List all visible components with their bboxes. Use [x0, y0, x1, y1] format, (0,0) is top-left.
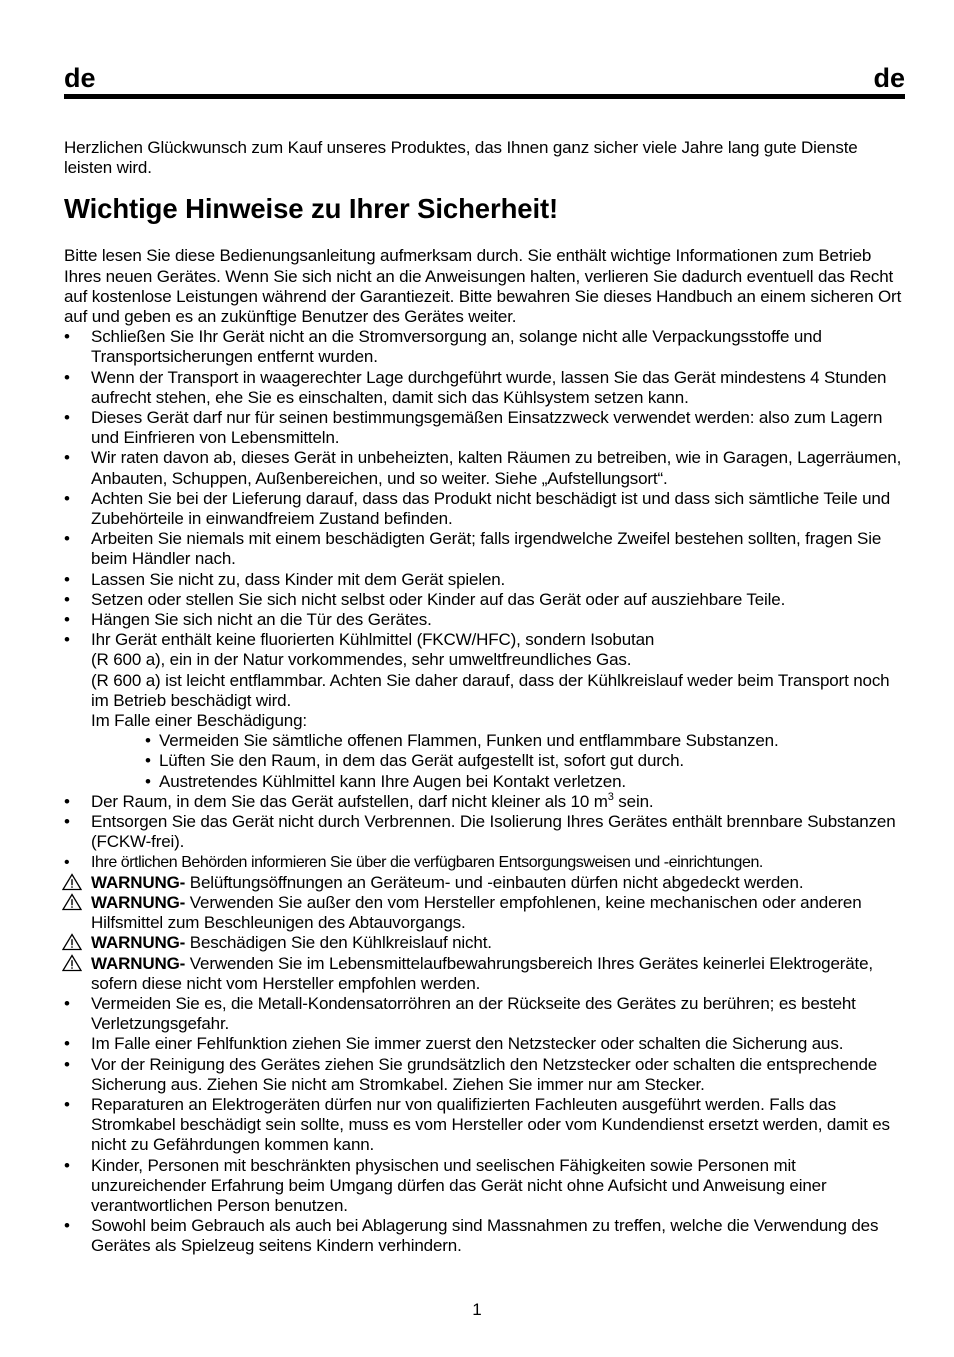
damage-sublist	[64, 731, 907, 792]
list-item-text: Dieses Gerät darf nur für seinen bestimmungsgemäßen Einsatzzweck verwendet werden: also zum Lagern und Einfrieren von Lebensmitteln.	[91, 408, 883, 448]
warning-item	[64, 933, 907, 953]
page-title: Wichtige Hinweise zu Ihrer Sicherheit!	[64, 193, 559, 225]
list-item	[64, 448, 907, 488]
sub-item-text: Lüften Sie den Raum, in dem das Gerät aufgestellt ist, sofort gut durch.	[159, 751, 684, 771]
list-item-text: Hängen Sie sich nicht an die Tür des Gerätes.	[91, 610, 432, 630]
bullet-marker: •	[64, 448, 70, 468]
safety-list-continued	[64, 792, 907, 1257]
bullet-marker: •	[145, 731, 151, 751]
list-item	[64, 853, 907, 873]
page-number: 1	[472, 1300, 482, 1319]
list-item-text: Lassen Sie nicht zu, dass Kinder mit dem Gerät spielen.	[91, 569, 506, 589]
refrigerant-line: Ihr Gerät enthält keine fluorierten Kühlmittel (FKCW/HFC), sondern Isobutan	[91, 630, 655, 650]
list-item-text: Kinder, Personen mit beschränkten physischen und seelischen Fähigkeiten sowie Personen mit unzureichender Erfahrung beim Umgang dürfen das Gerät nicht ohne Aufsicht und Anweisung einer verantwortlichen Person benutzen.	[91, 1155, 827, 1215]
sub-item	[145, 731, 907, 751]
bullet-marker: •	[145, 751, 151, 771]
warning-text: Verwenden Sie im Lebensmittelaufbewahrungsbereich Ihres Gerätes keinerlei Elektrogeräte, sofern diese nicht vom Hersteller empfohlen werden.	[91, 953, 874, 993]
list-item	[64, 812, 907, 852]
sub-item	[145, 751, 907, 771]
sub-item	[145, 772, 907, 792]
bullet-marker: •	[64, 488, 70, 508]
bullet-marker: •	[64, 589, 70, 609]
bullet-marker: •	[64, 529, 70, 549]
safety-list	[64, 327, 907, 731]
list-item	[64, 327, 907, 367]
warning-label: WARNUNG-	[91, 892, 186, 912]
superscript: 3	[607, 790, 614, 803]
bullet-marker: •	[64, 1216, 70, 1236]
bullet-marker: •	[64, 791, 70, 811]
list-item	[64, 570, 907, 590]
room-size-tail: sein.	[613, 791, 654, 811]
list-item-text: Vor der Reinigung des Gerätes ziehen Sie grundsätzlich den Netzstecker oder schalten die entsprechende Sicherung aus. Ziehen Sie nicht am Stromkabel. Ziehen Sie immer nur am Stecker.	[91, 1054, 878, 1094]
list-item	[64, 1156, 907, 1217]
list-item-text: Setzen oder stellen Sie sich nicht selbst oder Kinder auf das Gerät oder auf ausziehbare Teile.	[91, 589, 786, 609]
warning-label: WARNUNG-	[91, 933, 186, 953]
warning-triangle-icon	[62, 954, 86, 975]
bullet-marker: •	[64, 1034, 70, 1054]
warning-text: Verwenden Sie außer den vom Hersteller empfohlenen, keine mechanischen oder anderen Hilfsmittel zum Beschleunigen des Abtauvorgangs.	[91, 892, 862, 933]
list-item-text: Sowohl beim Gebrauch als auch bei Ablagerung sind Massnahmen zu treffen, welche die Verwendung des Gerätes als Spielzeug seitens Kindern verhindern.	[91, 1216, 879, 1256]
list-item	[64, 1055, 907, 1095]
warning-triangle-icon	[62, 873, 86, 894]
list-item	[64, 994, 907, 1034]
bullet-marker: •	[64, 630, 70, 650]
warning-text: Belüftungsöffnungen an Geräteum- und -einbauten dürfen nicht abgedeckt werden.	[189, 872, 804, 892]
list-item-text: Wir raten davon ab, dieses Gerät in unbeheizten, kalten Räumen zu betreiben, wie in Garagen, Lagerräumen, Anbauten, Schuppen, Außenbereichen, und so weiter. Siehe „Aufstellungsort“.	[91, 448, 902, 488]
list-item-text: Wenn der Transport in waagerechter Lage durchgeführt wurde, lassen Sie das Gerät mindestens 4 Stunden aufrecht stehen, ehe Sie es einschalten, damit sich das Kühlsystem setzen kann.	[91, 367, 887, 407]
sub-item-text: Austretendes Kühlmittel kann Ihre Augen bei Kontakt verletzen.	[159, 771, 626, 791]
bullet-marker: •	[64, 610, 70, 630]
bullet-marker: •	[64, 327, 70, 347]
intro-paragraph: Herzlichen Glückwunsch zum Kauf unseres Produktes, das Ihnen ganz sicher viele Jahre lang gute Dienste leisten wird.	[64, 138, 858, 178]
warning-text: Beschädigen Sie den Kühlkreislauf nicht.	[189, 933, 492, 953]
list-item-text: Arbeiten Sie niemals mit einem beschädigten Gerät; falls irgendwelche Zweifel bestehen sollten, fragen Sie beim Händler nach.	[91, 529, 882, 569]
bullet-marker: •	[64, 367, 70, 387]
list-item	[64, 610, 907, 630]
list-item-text: Im Falle einer Fehlfunktion ziehen Sie immer zuerst den Netzstecker oder schalten die Sicherung aus.	[91, 1034, 844, 1054]
warning-label: WARNUNG-	[91, 953, 186, 973]
list-item-text: Vermeiden Sie es, die Metall-Kondensatorröhren an der Rückseite des Gerätes zu berühren; es besteht Verletzungsgefahr.	[91, 993, 856, 1034]
warning-item	[64, 954, 907, 994]
bullet-marker: •	[64, 812, 70, 832]
list-item-text: Reparaturen an Elektrogeräten dürfen nur von qualifizierten Fachleuten ausgeführt werden. Falls das Stromkabel beschädigt sein sollte, muss es vom Hersteller oder vom Kundendienst ersetzt werden, damit es nicht zu Gefährdungen kommen kann.	[91, 1094, 890, 1155]
bullet-marker: •	[64, 569, 70, 589]
bullet-marker: •	[64, 853, 70, 871]
refrigerant-line: Im Falle einer Beschädigung:	[91, 711, 307, 731]
list-item	[64, 1216, 907, 1256]
warning-triangle-icon	[62, 933, 86, 954]
warning-item	[64, 873, 907, 893]
list-item	[64, 368, 907, 408]
list-item	[64, 792, 907, 812]
bullet-marker: •	[64, 1155, 70, 1175]
header-rule	[64, 94, 905, 99]
bullet-marker: •	[64, 408, 70, 428]
list-item	[64, 1034, 907, 1054]
refrigerant-line: (R 600 a), ein in der Natur vorkommendes, sehr umweltfreundliches Gas.	[91, 650, 632, 670]
page-content	[64, 138, 907, 1257]
list-item	[64, 489, 907, 529]
warning-triangle-icon	[62, 893, 86, 914]
refrigerant-item	[64, 630, 907, 731]
language-label-right: de	[873, 63, 905, 93]
list-item-text: Ihre örtlichen Behörden informieren Sie über die verfügbaren Entsorgungsweisen und -einrichtungen.	[91, 853, 763, 871]
list-item-text: Entsorgen Sie das Gerät nicht durch Verbrennen. Die Isolierung Ihres Gerätes enthält brennbare Substanzen (FCKW-frei).	[91, 812, 896, 852]
room-size-text: Der Raum, in dem Sie das Gerät aufstellen, darf nicht kleiner als 10 m	[91, 791, 608, 811]
list-item	[64, 408, 907, 448]
language-label-left: de	[64, 63, 96, 93]
list-item-text: Schließen Sie Ihr Gerät nicht an die Stromversorgung an, solange nicht alle Verpackungsstoffe und Transportsicherungen entfernt wurden.	[91, 327, 822, 367]
list-item	[64, 529, 907, 569]
warning-item	[64, 893, 907, 933]
warning-label: WARNUNG-	[91, 872, 186, 892]
bullet-marker: •	[64, 1094, 70, 1114]
lead-paragraph: Bitte lesen Sie diese Bedienungsanleitung aufmerksam durch. Sie enthält wichtige Informationen zum Betrieb Ihres neuen Gerätes. Wenn Sie sich nicht an die Anweisungen halten, verlieren Sie dadurch eventuell das Recht auf kostenlose Leistungen während der Garantiezeit. Bitte bewahren Sie dieses Handbuch an einem sicheren Ort auf und geben es an zukünftige Benutzer des Gerätes weiter.	[64, 246, 902, 327]
bullet-marker: •	[64, 993, 70, 1013]
refrigerant-line: (R 600 a) ist leicht entflammbar. Achten Sie daher darauf, dass der Kühlkreislauf weder beim Transport noch im Betrieb beschädigt wird.	[91, 670, 890, 710]
sub-item-text: Vermeiden Sie sämtliche offenen Flammen, Funken und entflammbare Substanzen.	[159, 731, 779, 751]
bullet-marker: •	[145, 771, 151, 791]
list-item	[64, 1095, 907, 1156]
bullet-marker: •	[64, 1054, 70, 1074]
list-item-text: Achten Sie bei der Lieferung darauf, dass das Produkt nicht beschädigt ist und dass sich sämtliche Teile und Zubehörteile in einwandfreiem Zustand befinden.	[91, 488, 891, 529]
list-item	[64, 590, 907, 610]
